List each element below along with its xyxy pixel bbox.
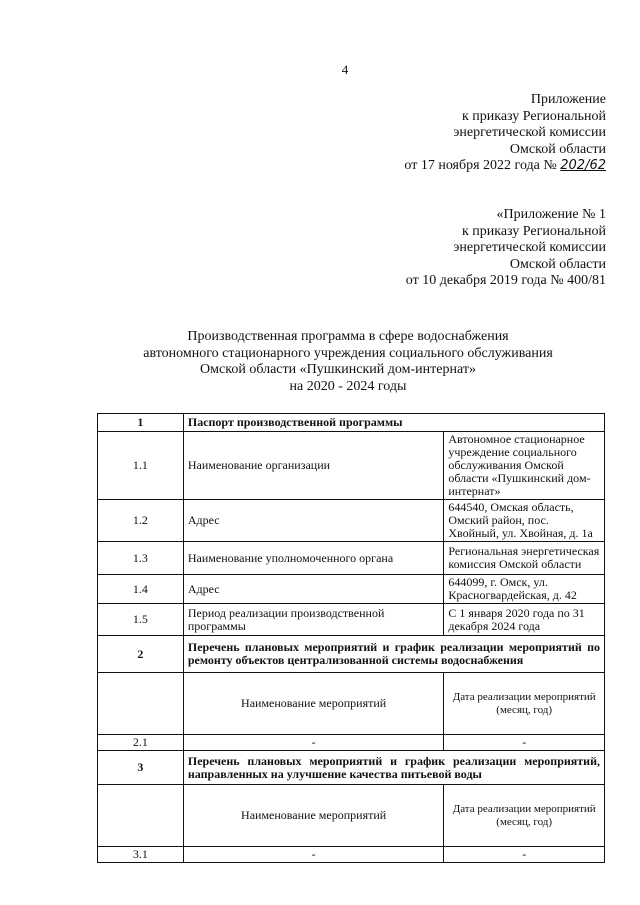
row-number: 1.5: [98, 604, 184, 636]
row-value: Региональная энергетическая комиссия Омской области: [444, 542, 605, 575]
table-row: [98, 735, 605, 751]
row-number: 1.1: [98, 432, 184, 500]
table-row: [98, 604, 605, 636]
appendix-date-line: [346, 158, 606, 175]
row-label: Адрес: [183, 500, 444, 542]
appendix-line: Омской области: [509, 141, 606, 157]
column-header-row: [98, 785, 605, 847]
row-number: 3.1: [98, 847, 184, 863]
section-row: [98, 636, 605, 673]
original-appendix-header: [346, 207, 606, 290]
table-row: [98, 575, 605, 604]
appendix-line: Омской области: [509, 256, 606, 272]
row-number: 1.3: [98, 542, 184, 575]
appendix-line: от 10 декабря 2019 года № 400/81: [405, 273, 606, 288]
appendix-line: «Приложение № 1: [496, 207, 606, 222]
appendix-line: энергетической комиссии: [453, 125, 606, 140]
column-header: Наименование мероприятий: [183, 673, 444, 735]
appendix-date: от 17 ноября 2022 года №: [404, 158, 557, 173]
column-header: Наименование мероприятий: [183, 785, 444, 847]
column-header: Дата реализации мероприятий (месяц, год): [444, 673, 605, 735]
row-value: -: [444, 847, 605, 863]
program-table: [97, 413, 605, 863]
row-label: Наименование уполномоченного органа: [183, 542, 444, 575]
title-line: автономного стационарного учреждения социального обслуживания: [143, 345, 553, 361]
row-label: Адрес: [183, 575, 444, 604]
appendix-line: энергетической комиссии: [453, 240, 606, 255]
row-label: Наименование организации: [183, 432, 444, 500]
page-number: 4: [341, 62, 349, 77]
appendix-header: [346, 92, 606, 175]
empty-cell: [98, 673, 184, 735]
row-value: -: [444, 735, 605, 751]
title-line: на 2020 - 2024 годы: [289, 378, 407, 394]
document-title: [118, 329, 578, 395]
table-row: [98, 542, 605, 575]
row-value: 644099, г. Омск, ул. Красногвардейская, д. 42: [444, 575, 605, 604]
appendix-line: Приложение: [530, 92, 606, 107]
section-row: [98, 414, 605, 432]
row-value: -: [183, 735, 444, 751]
row-number: 2.1: [98, 735, 184, 751]
section-title: Перечень плановых мероприятий и график реализации мероприятий по ремонту объектов централизованной системы водоснабжения: [183, 636, 604, 673]
title-line: Омской области «Пушкинский дом-интернат»: [200, 362, 476, 377]
table-row: [98, 847, 605, 863]
row-value: С 1 января 2020 года по 31 декабря 2024 года: [444, 604, 605, 636]
table-row: [98, 500, 605, 542]
table-row: [98, 432, 605, 500]
section-number: 1: [98, 414, 184, 432]
empty-cell: [98, 785, 184, 847]
section-number: 3: [98, 751, 184, 785]
section-number: 2: [98, 636, 184, 673]
title-line: Производственная программа в сфере водоснабжения: [187, 329, 509, 344]
row-value: -: [183, 847, 444, 863]
section-title: Перечень плановых мероприятий и график реализации мероприятий, направленных на улучшение качества питьевой воды: [183, 751, 604, 785]
handwritten-order-number: 202/62: [560, 158, 606, 173]
column-header-row: [98, 673, 605, 735]
row-number: 1.4: [98, 575, 184, 604]
row-label: Период реализации производственной программы: [183, 604, 444, 636]
row-number: 1.2: [98, 500, 184, 542]
row-value: 644540, Омская область, Омский район, пос. Хвойный, ул. Хвойная, д. 1а: [444, 500, 605, 542]
appendix-line: к приказу Региональной: [461, 223, 606, 239]
column-header: Дата реализации мероприятий (месяц, год): [444, 785, 605, 847]
row-value: Автономное стационарное учреждение социального обслуживания Омской области «Пушкинский дом-интернат»: [444, 432, 605, 500]
section-row: [98, 751, 605, 785]
section-title: Паспорт производственной программы: [183, 414, 604, 432]
appendix-line: к приказу Региональной: [461, 108, 606, 124]
